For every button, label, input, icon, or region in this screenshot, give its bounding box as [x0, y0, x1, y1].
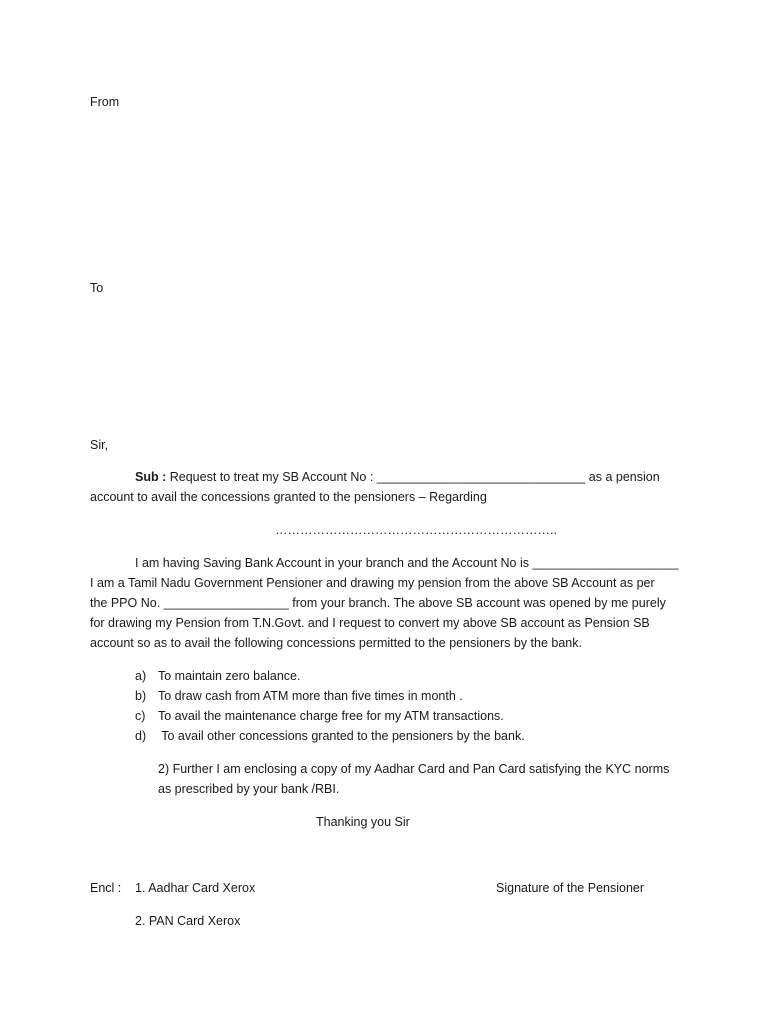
enclosure-item: 1. Aadhar Card Xerox [135, 881, 256, 895]
closing-text: Thanking you Sir [316, 815, 410, 829]
enclosure-label: Encl : [90, 881, 122, 895]
body-line-2: I am a Tamil Nadu Government Pensioner and drawing my pension from the above SB Account as per [90, 576, 655, 590]
body-line-5: account so as to avail the following concessions permitted to the pensioners by the bank. [90, 636, 582, 650]
concession-text: To avail other concessions granted to the pensioners by the bank. [158, 729, 525, 743]
signature-label: Signature of the Pensioner [496, 881, 645, 895]
subject-line-1 [135, 469, 660, 485]
to-label: To [90, 281, 104, 295]
concession-text: To avail the maintenance charge free for my ATM transactions. [158, 709, 504, 723]
concession-item [135, 668, 300, 684]
body-line-1: I am having Saving Bank Account in your branch and the Account No is _____________________ [135, 556, 679, 570]
concession-text: To maintain zero balance. [158, 669, 301, 683]
body-line-3: the PPO No. __________________ from your branch. The above SB account was opened by me purely [90, 596, 666, 610]
concession-marker: d) [135, 729, 147, 743]
subject-text: Request to treat my SB Account No : ______________________________ as a pension [169, 470, 660, 484]
separator-dots: ………………………………………………………….. [275, 523, 557, 537]
enclosure-item: 2. PAN Card Xerox [135, 914, 241, 928]
subject-line-2: account to avail the concessions granted to the pensioners – Regarding [90, 490, 487, 504]
concession-marker: a) [135, 669, 147, 683]
subject-label: Sub : [135, 470, 167, 484]
concession-item [135, 708, 504, 724]
concession-item [135, 728, 525, 744]
salutation: Sir, [90, 438, 109, 452]
concession-marker: c) [135, 709, 146, 723]
further-line-1: 2) Further I am enclosing a copy of my Aadhar Card and Pan Card satisfying the KYC norms [158, 762, 670, 776]
further-line-2: as prescribed by your bank /RBI. [158, 782, 340, 796]
concession-item [135, 688, 463, 704]
concession-marker: b) [135, 689, 147, 703]
concession-text: To draw cash from ATM more than five times in month . [158, 689, 463, 703]
from-label: From [90, 95, 120, 109]
body-line-4: for drawing my Pension from T.N.Govt. and I request to convert my above SB account as Pension SB [90, 616, 650, 630]
